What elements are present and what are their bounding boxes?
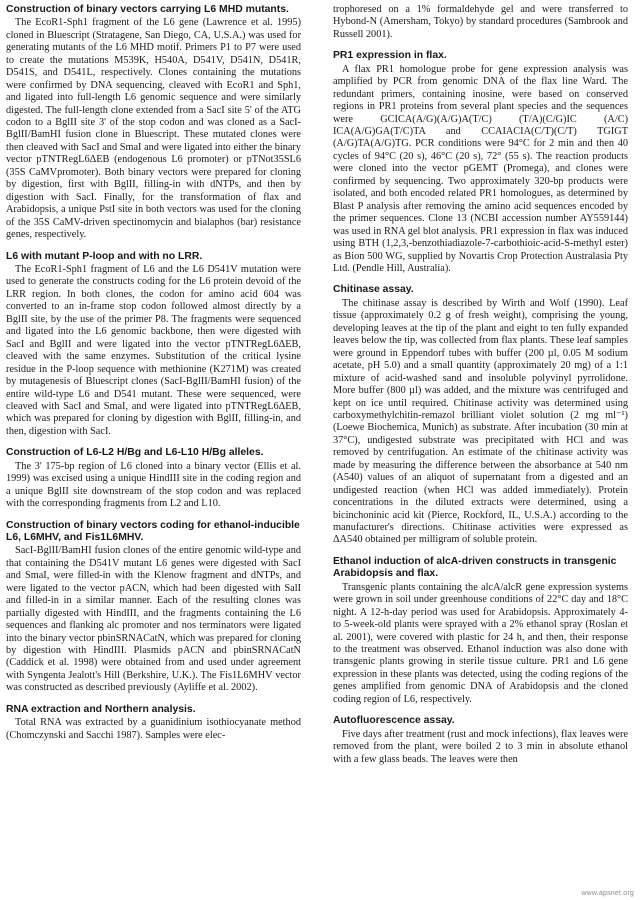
section-rna-continued (333, 4, 628, 41)
section-heading: Construction of binary vectors coding for ethanol-inducible L6, L6MHV, and Fis1L6MHV. (6, 519, 300, 543)
section-paragraph: Total RNA was extracted by a guanidinium isothiocyanate method (Chomczynski and Sacchi 1987). Samples were elec- (6, 717, 301, 741)
section-l6-l2-l10-alleles (6, 447, 301, 510)
section-paragraph-continued: trophoresed on a 1% formaldehyde gel and were transferred to Hybond-N (Amersham, Tokyo) by standard procedures (Sambrook and Russell 2001). (333, 4, 628, 40)
section-heading: Chitinase assay. (333, 284, 414, 296)
section-autofluorescence (333, 715, 628, 766)
section-chitinase-assay (333, 284, 628, 546)
section-paragraph: SacI-BglII/BamHI fusion clones of the entire genomic wild-type and that containing the D541V mutant L6 genes were digested with SacI and SmaI, were filled-in with the Klenow fragment and dNTPs, and were ligated to the vector pACN, which had been digested with SalI and filled-in in a similar manner. Each of the resulting clones was partially digested with HindIII, and the fragments containing the L6 sequences and flanking alc promoter and nos terminators were ligated into the binary vector pbinSRNACatN, which was prepared for cloning by digestion with HindIII. Plasmids pACN and pbinSRNACatN (Caddick et al. 1998) were obtained from and used under agreement with Syngenta Jealott's Hill (Berkshire, U.K.). The Fis1L6MHV vector was constructed as described previously (Ayliffe et al. 2002). (6, 545, 301, 694)
section-heading: Ethanol induction of alcA-driven constructs in transgenic Arabidopsis and flax. (333, 555, 617, 580)
section-heading: Construction of binary vectors carrying L6 MHD mutants. (6, 4, 289, 15)
section-paragraph: Transgenic plants containing the alcA/alcR gene expression systems were grown in soil under greenhouse conditions of 22°C day and 18°C night. A 12-h-day period was used for Arabidopsis. Approximately 4- to 5-week-old plants were sprayed with a 2% ethanol spray (Roslan et al. 2001), were covered with plastic for 24 h, and then, their response to the treatment was observed. Ethanol induction was also done with transgenic plants growing in sterile tissue culture. PR1 and L6 gene expression in these plants was detected, using the coding regions of the genes amplified from genomic DNA of Arabidopsis and the cloned coding region of L6, respectively. (333, 581, 628, 705)
section-pr1-expression (333, 50, 628, 275)
publisher-watermark: www.apsnet.org (581, 890, 634, 897)
section-heading: PR1 expression in flax. (333, 50, 447, 62)
section-paragraph: The chitinase assay is described by Wirth and Wolf (1990). Leaf tissue (approximately 0.2 g of fresh weight), comprising the young, developing leaves at the tip of the plant and eight to ten fully expanded leaves below the tip, was collected from flax plants. These leaf samples were ground in Eppendorf tubes with buffer (200 µl, 0.05 M sodium acetate, pH 5.0) and a small quantity (approximately 20 mg) of a 1:1 mixture of acid-washed sand and insoluble polyvinyl pyrrolidone. More buffer (800 µl) was added, and the mixture was centrifuged and kept on ice until required. Chitinase activity was determined using carboxymethylchitin-remazol brilliant violet solution (2 mg ml⁻¹) (Loewe Biochemica, Munich) as substrate. After incubation (30 min at 37°C), undigested substrate was precipitated with HCl and was removed by centrifugation. An estimate of the chitinase activity was made by measuring the difference between the absorbance at 540 nm (A540) values of an aliquot of supernatant from a digested and an undigested reaction (when HCl was added immediately). Protein concentrations in the diluted extracts were determined, using a bicinchoninic acid kit (Pierce, Rockford, IL, U.S.A.) according to the manufacturer's directions. Chitinase activities were expressed as ΔA540 obtained per milligram of soluble protein. (333, 297, 628, 546)
section-ethanol-inducible-vectors (6, 520, 301, 695)
section-heading: RNA extraction and Northern analysis. (6, 703, 196, 715)
section-heading: L6 with mutant P-loop and with no LRR. (6, 250, 203, 262)
section-rna-northern (6, 704, 301, 742)
section-paragraph: The EcoR1-Sph1 fragment of L6 and the L6 D541V mutation were used to generate the constructs coding for the L6 protein devoid of the LRR region. In both clones, the codon for amino acid 604 was converted to an in-frame stop codon followed almost directly by a BglII site, by the use of the primer P8. The fragments were sequenced and ligated into the L6 genomic backbone, then were digested with SacI and BglII and were ligated into the vector pTNTRegL6ΔEB, cleaved with the same enzymes. Substitution of the critical lysine residue in the P-loop sequence with methionine (K271M) was created by mutagenesis of Bluescript clones (SacI-BglII/BamHI fusion) of the entire wild-type L6 and D541 mutant. These were sequenced, were cleaved with SacI and SmaI, and were ligated into pTNTRegL6ΔEB, which was prepared for cloning by digestion with BglII, filling-in, and then, digestion with SacI. (6, 263, 301, 437)
section-p-loop-no-lrr (6, 251, 301, 439)
section-heading: Construction of L6-L2 H/Bg and L6-L10 H/Bg alleles. (6, 447, 264, 459)
section-paragraph: A flax PR1 homologue probe for gene expression analysis was amplified by PCR from genomic DNA of the flax line Ward. The redundant primers, containing inosine, were based on conserved regions in PR1 proteins from several plant species and the sequences were GCICA(A/G)(A/G)A(T/C) (T/A)(C/G)IC (A/C) ICA(A/G)GA(T/C)TA and CCAIACIA(C/T)(C/T) TGIGT (A/G)TA(A/G)TG. PCR conditions were 94°C for 2 min and then 40 cycles of 94°C (20 s), 46°C (20 s), 72° (55 s). The reaction products were cloned into the vector pGEMT (Promega), and clones were confirmed by sequencing. Two approximately 320-bp products were isolated, and both encoded related PR1 homologues, as determined by Blast P analysis after removing the amino acid sequences encoded by the primer sequences. Clone 13 (NCBI accession number AY559144) was used in RNA gel blot analysis. PR1 expression in flax was induced using BTH (1,2,3,-benzothiadiazole-7-carbothioic-acid-S-methyl ester) as Bion 500 WG, supplied by Novartis Crop Protection Australasia Pty Ltd. (Pendle Hill, Australia). (333, 63, 628, 275)
section-paragraph: Five days after treatment (rust and mock infections), flax leaves were removed from the plant, were boiled 2 to 3 min in absolute ethanol with a few glass beads. The leaves were then (333, 728, 628, 765)
section-ethanol-induction (333, 556, 628, 706)
right-column (333, 4, 628, 775)
section-heading: Autofluorescence assay. (333, 715, 455, 727)
section-paragraph: The 3' 175-bp region of L6 cloned into a binary vector (Ellis et al. 1999) was excised using a unique HindIII site in the coding region and a unique BglII site downstream of the stop codon and was replaced with the corresponding fragments from L2 and L10. (6, 460, 301, 510)
section-paragraph: The EcoR1-Sph1 fragment of the L6 gene (Lawrence et al. 1995) cloned in Bluescript (Stratagene, San Diego, CA, U.S.A.) was used for generating mutants of the L6 MHD motif. Primers P1 to P7 were used to create the mutations M539K, H540A, D541V, D541N, D541R, D541S, and D541L, respectively. Clones containing the mutations were confirmed by DNA sequencing, cleaved with EcoR1 and Sph1, and ligated into full-length L6 genomic sequence and were similarly digested. The full-length clone extended from a SacI site 5' of the ATG codon to a BglII site 3' of the stop codon and was cloned as a SacI-BglII/BamHI fusion clone in Bluescript. These mutated clones were then cleaved with SacI and SmaI and were ligated into either the binary vector pTNTRegL6ΔEB (endogenous L6 promoter) or pTNot35SL6 (35S CaMVpromoter). Both binary vectors were prepared for cloning by digestion, first with BglII, filling-in with dNTPs, and then by digestion with SacI. Finally, for the transformation of flax and Arabidopsis, a unique PstI site in both vectors was used for the cloning of the 35S CaMV-driven spectinomycin and bialaphos (bar) resistance genes, respectively. (6, 17, 301, 241)
section-binary-vectors-mhd (6, 4, 301, 242)
left-column (6, 4, 301, 751)
